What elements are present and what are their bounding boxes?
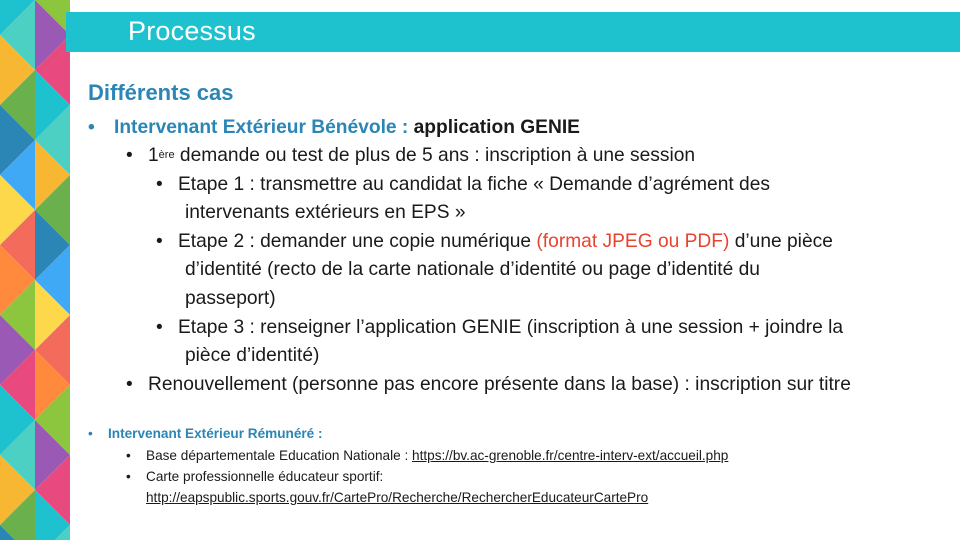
page-title: Processus [128,16,256,46]
step-3 [156,314,843,342]
renewal-text: Renouvellement (personne pas encore présente dans la base) : inscription sur titre [148,374,851,395]
step-2-format: (format JPEG ou PDF) [536,231,730,252]
bullet-renewal [126,371,851,399]
remunere-item-2-link-line [146,488,648,508]
link-carte-pro[interactable]: http://eapspublic.sports.gouv.fr/CartePro/Recherche/RechercherEducateurCartePro [146,490,649,505]
bullet-marker: • [156,174,163,195]
remunere-heading: Intervenant Extérieur Rémunéré : [108,426,323,441]
remunere-item-1-text: Base départementale Education Nationale : [146,448,413,463]
link-base-departementale[interactable]: https://bv.ac-grenoble.fr/centre-interv-ext/accueil.php [412,448,729,463]
bullet-marker: • [156,231,163,252]
remunere-item-2 [126,467,383,487]
benevole-heading-app: application GENIE [413,117,580,138]
bullet-first-request [126,142,695,170]
first-request-text: demande ou test de plus de 5 ans : inscription à une session [174,145,696,166]
bullet-marker: • [126,145,133,166]
remunere-item-1 [126,446,728,466]
bullet-marker: • [126,448,131,463]
step-2-line-2: d’identité (recto de la carte nationale d’identité ou page d’identité du [185,259,760,280]
bullet-marker: • [88,117,95,138]
bullet-marker: • [126,374,133,395]
step-2-line-3: passeport) [185,288,276,309]
first-request-ordinal: ère [158,149,175,161]
remunere-item-2-text: Carte professionnelle éducateur sportif: [146,469,384,484]
bullet-marker: • [88,426,93,441]
title-bar [66,12,960,52]
decorative-mosaic [0,0,70,540]
step-1-line-1: Etape 1 : transmettre au candidat la fiche « Demande d’agrément des [178,174,770,195]
first-request-number: 1 [148,145,159,166]
step-2 [156,228,833,256]
bullet-benevole [88,114,580,142]
step-3-line-1: Etape 3 : renseigner l’application GENIE (inscription à une session + joindre la [178,317,844,338]
bullet-remunere [88,424,323,444]
step-2-line-1-end: d’une pièce [729,231,833,252]
step-3-line-2: pièce d’identité) [185,345,320,366]
step-1 [156,171,770,199]
bullet-marker: • [126,469,131,484]
benevole-heading: Intervenant Extérieur Bénévole : [114,117,414,138]
section-subtitle: Différents cas [88,80,234,105]
step-1-line-2: intervenants extérieurs en EPS » [185,202,466,223]
bullet-marker: • [156,317,163,338]
step-2-line-1: Etape 2 : demander une copie numérique [178,231,537,252]
